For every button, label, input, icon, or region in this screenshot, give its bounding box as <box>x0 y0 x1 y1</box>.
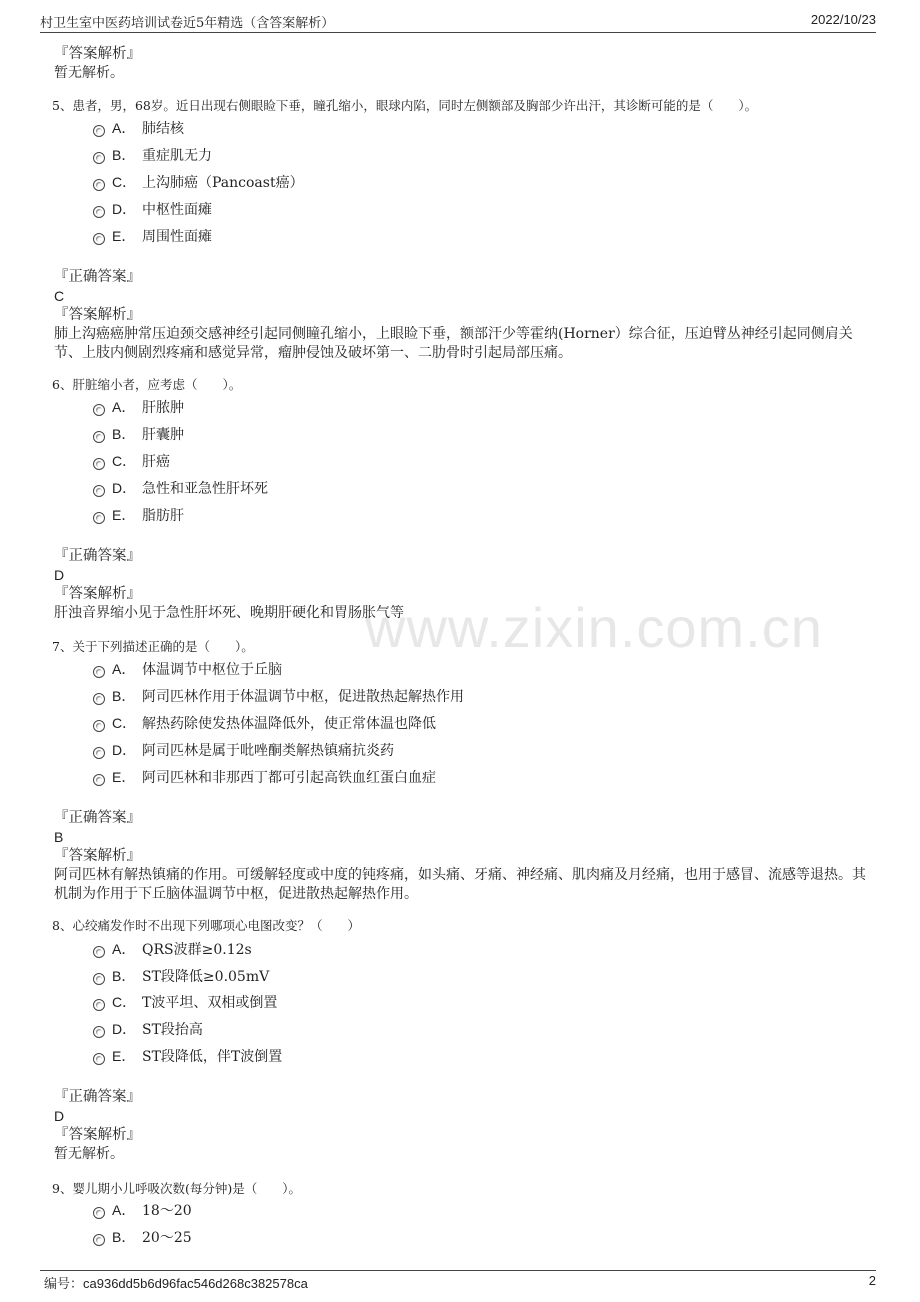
option-b[interactable]: B． 重症肌无力 <box>93 144 212 166</box>
analysis-label: 『答案解析』 <box>54 848 141 864</box>
page-number: 2 <box>868 1273 876 1288</box>
option-d[interactable]: D． 阿司匹林是属于吡唑酮类解热镇痛抗炎药 <box>93 739 394 761</box>
answer-label: 『正确答案』 <box>54 1089 141 1105</box>
radio-icon[interactable] <box>93 1234 105 1246</box>
answer-value: B <box>54 829 64 845</box>
option-b[interactable]: B． ST段降低≥0.05mV <box>93 965 269 987</box>
option-c[interactable]: C． T波平坦、双相或倒置 <box>93 991 277 1013</box>
option-b[interactable]: B． 20～25 <box>93 1226 192 1248</box>
answer-block <box>54 268 874 363</box>
answer-value: C <box>54 288 65 304</box>
answer-block <box>54 809 874 904</box>
watermark: www.zixin.com.cn <box>365 596 823 659</box>
radio-icon[interactable] <box>93 179 105 191</box>
previous-analysis <box>54 45 874 83</box>
radio-icon[interactable] <box>93 431 105 443</box>
option-c[interactable]: C． 解热药除使发热体温降低外，使正常体温也降低 <box>93 712 436 734</box>
option-a[interactable]: A． 肺结核 <box>93 117 184 139</box>
radio-icon[interactable] <box>93 512 105 524</box>
option-c[interactable]: C． 上沟肺癌（Pancoast癌） <box>93 171 304 193</box>
radio-icon[interactable] <box>93 485 105 497</box>
analysis-text: 肺上沟癌癌肿常压迫颈交感神经引起同侧瞳孔缩小，上眼睑下垂，额部汗少等霍纳(Horner）综合征，压迫臂丛神经引起同侧肩关节、上肢内侧剧烈疼痛和感觉异常，瘤肿侵蚀及破坏第一、二肋骨时引起局部压痛。 <box>54 326 853 361</box>
page-header <box>40 12 876 33</box>
option-a[interactable]: A． 肝脓肿 <box>93 396 184 418</box>
answer-value: D <box>54 1108 65 1124</box>
option-e[interactable]: E． 周围性面瘫 <box>93 225 212 247</box>
analysis-text: 肝浊音界缩小见于急性肝坏死、晚期肝硬化和胃肠胀气等 <box>54 605 404 621</box>
document-id <box>44 1273 308 1292</box>
question-stem: 6、肝脏缩小者，应考虑（ ）。 <box>52 377 242 392</box>
option-d[interactable]: D． ST段抬高 <box>93 1018 203 1040</box>
option-b[interactable]: B． 阿司匹林作用于体温调节中枢，促进散热起解热作用 <box>93 685 464 707</box>
document-date: 2022/10/23 <box>810 12 876 27</box>
analysis-text: 阿司匹林有解热镇痛的作用。可缓解轻度或中度的钝疼痛，如头痛、牙痛、神经痛、肌肉痛及月经痛，也用于感冒、流感等退热。其机制为作用于下丘脑体温调节中枢，促进散热起解热作用。 <box>54 867 866 902</box>
document-id-label: 编号： <box>44 1277 84 1292</box>
option-e[interactable]: E． ST段降低，伴T波倒置 <box>93 1045 282 1067</box>
document-id-code: ca936dd5b6d96fac546d268c382578ca <box>83 1276 308 1291</box>
question-stem: 5、患者，男，68岁。近日出现右侧眼睑下垂，瞳孔缩小，眼球内陷，同时左侧额部及胸部少许出汗，其诊断可能的是（ ）。 <box>52 98 758 113</box>
option-e[interactable]: E． 脂肪肝 <box>93 504 184 526</box>
radio-icon[interactable] <box>93 1207 105 1219</box>
option-c[interactable]: C． 肝癌 <box>93 450 170 472</box>
analysis-label: 『答案解析』 <box>54 586 141 602</box>
option-a[interactable]: A． 18～20 <box>93 1199 192 1221</box>
radio-icon[interactable] <box>93 458 105 470</box>
answer-label: 『正确答案』 <box>54 810 141 826</box>
analysis-text: 暂无解析。 <box>54 65 124 81</box>
option-b[interactable]: B． 肝囊肿 <box>93 423 184 445</box>
radio-icon[interactable] <box>93 1053 105 1065</box>
radio-icon[interactable] <box>93 973 105 985</box>
radio-icon[interactable] <box>93 152 105 164</box>
radio-icon[interactable] <box>93 720 105 732</box>
option-a[interactable]: A． 体温调节中枢位于丘脑 <box>93 658 282 680</box>
radio-icon[interactable] <box>93 233 105 245</box>
radio-icon[interactable] <box>93 125 105 137</box>
question-stem: 7、关于下列描述正确的是（ ）。 <box>52 639 254 654</box>
question-stem: 8、心绞痛发作时不出现下列哪项心电图改变？（ ） <box>52 918 360 933</box>
radio-icon[interactable] <box>93 1026 105 1038</box>
answer-label: 『正确答案』 <box>54 269 141 285</box>
radio-icon[interactable] <box>93 747 105 759</box>
answer-value: D <box>54 567 65 583</box>
option-d[interactable]: D． 急性和亚急性肝坏死 <box>93 477 268 499</box>
analysis-text: 暂无解析。 <box>54 1146 124 1162</box>
radio-icon[interactable] <box>93 999 105 1011</box>
document-title: 村卫生室中医药培训试卷近5年精选（含答案解析） <box>40 16 335 31</box>
radio-icon[interactable] <box>93 693 105 705</box>
analysis-label: 『答案解析』 <box>54 1127 141 1143</box>
page-footer <box>40 1270 876 1291</box>
answer-label: 『正确答案』 <box>54 548 141 564</box>
option-d[interactable]: D． 中枢性面瘫 <box>93 198 212 220</box>
radio-icon[interactable] <box>93 946 105 958</box>
answer-block <box>54 1088 874 1164</box>
radio-icon[interactable] <box>93 666 105 678</box>
radio-icon[interactable] <box>93 404 105 416</box>
analysis-label: 『答案解析』 <box>54 307 141 323</box>
option-e[interactable]: E． 阿司匹林和非那西丁都可引起高铁血红蛋白血症 <box>93 766 436 788</box>
radio-icon[interactable] <box>93 206 105 218</box>
option-a[interactable]: A． QRS波群≥0.12s <box>93 938 252 960</box>
radio-icon[interactable] <box>93 774 105 786</box>
analysis-label: 『答案解析』 <box>54 46 141 62</box>
question-stem: 9、婴儿期小儿呼吸次数(每分钟)是（ ）。 <box>52 1181 301 1196</box>
